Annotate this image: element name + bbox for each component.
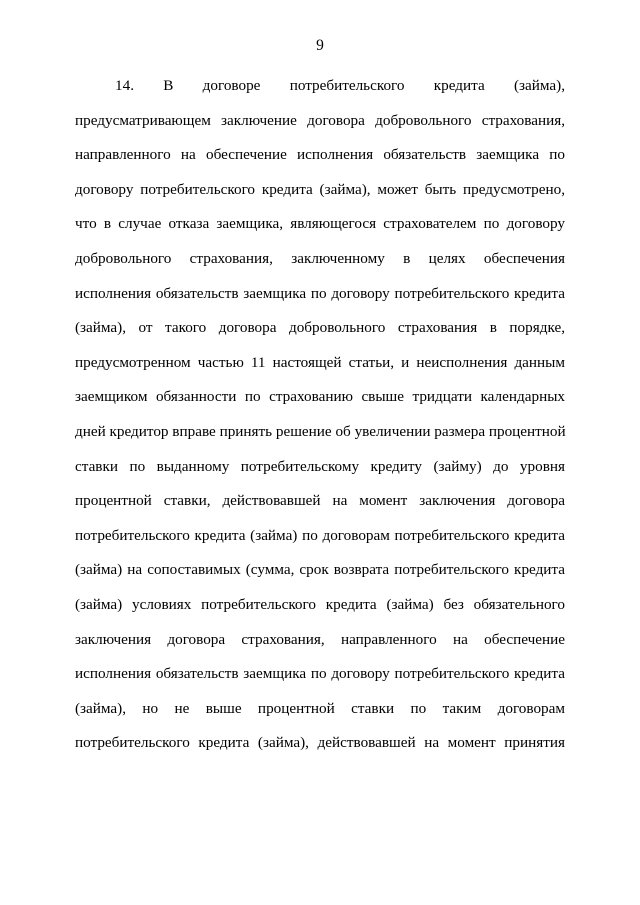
- text-line: исполнения обязательств заемщика по договору потребительского кредита: [75, 284, 565, 302]
- text-line: заключения договора страхования, направленного на обеспечение: [75, 630, 565, 648]
- page-number: 9: [316, 37, 324, 54]
- text-line: договору потребительского кредита (займа), может быть предусмотрено,: [75, 180, 565, 198]
- text-line: процентной ставки, действовавшей на момент заключения договора: [75, 492, 565, 510]
- text-line: (займа) на сопоставимых (сумма, срок возврата потребительского кредита: [75, 561, 565, 579]
- text-line: (займа) условиях потребительского кредита (займа) без обязательного: [75, 595, 565, 613]
- text-line: (займа), от такого договора добровольного страхования в порядке,: [75, 319, 565, 337]
- text-line: ставки по выданному потребительскому кредиту (займу) до уровня: [75, 457, 565, 475]
- text-line: направленного на обеспечение исполнения обязательств заемщика по: [75, 146, 565, 164]
- paragraph-14: [75, 75, 565, 767]
- text-line: потребительского кредита (займа) по договорам потребительского кредита: [75, 526, 565, 544]
- text-line: добровольного страхования, заключенному в целях обеспечения: [75, 249, 565, 267]
- text-line: предусматривающем заключение договора добровольного страхования,: [75, 111, 565, 129]
- text-line: заемщиком обязанности по страхованию свыше тридцати календарных: [75, 388, 565, 406]
- text-line: дней кредитор вправе принять решение об увеличении размера процентной: [75, 422, 566, 440]
- text-line: предусмотренном частью 11 настоящей статьи, и неисполнения данным: [75, 353, 565, 371]
- text-line: (займа), но не выше процентной ставки по таким договорам: [75, 699, 565, 717]
- text-line: исполнения обязательств заемщика по договору потребительского кредита: [75, 665, 565, 683]
- text-line: потребительского кредита (займа), действовавшей на момент принятия: [75, 734, 565, 752]
- text-line: 14. В договоре потребительского кредита (займа),: [115, 77, 565, 94]
- text-line: что в случае отказа заемщика, являющегося страхователем по договору: [75, 215, 565, 233]
